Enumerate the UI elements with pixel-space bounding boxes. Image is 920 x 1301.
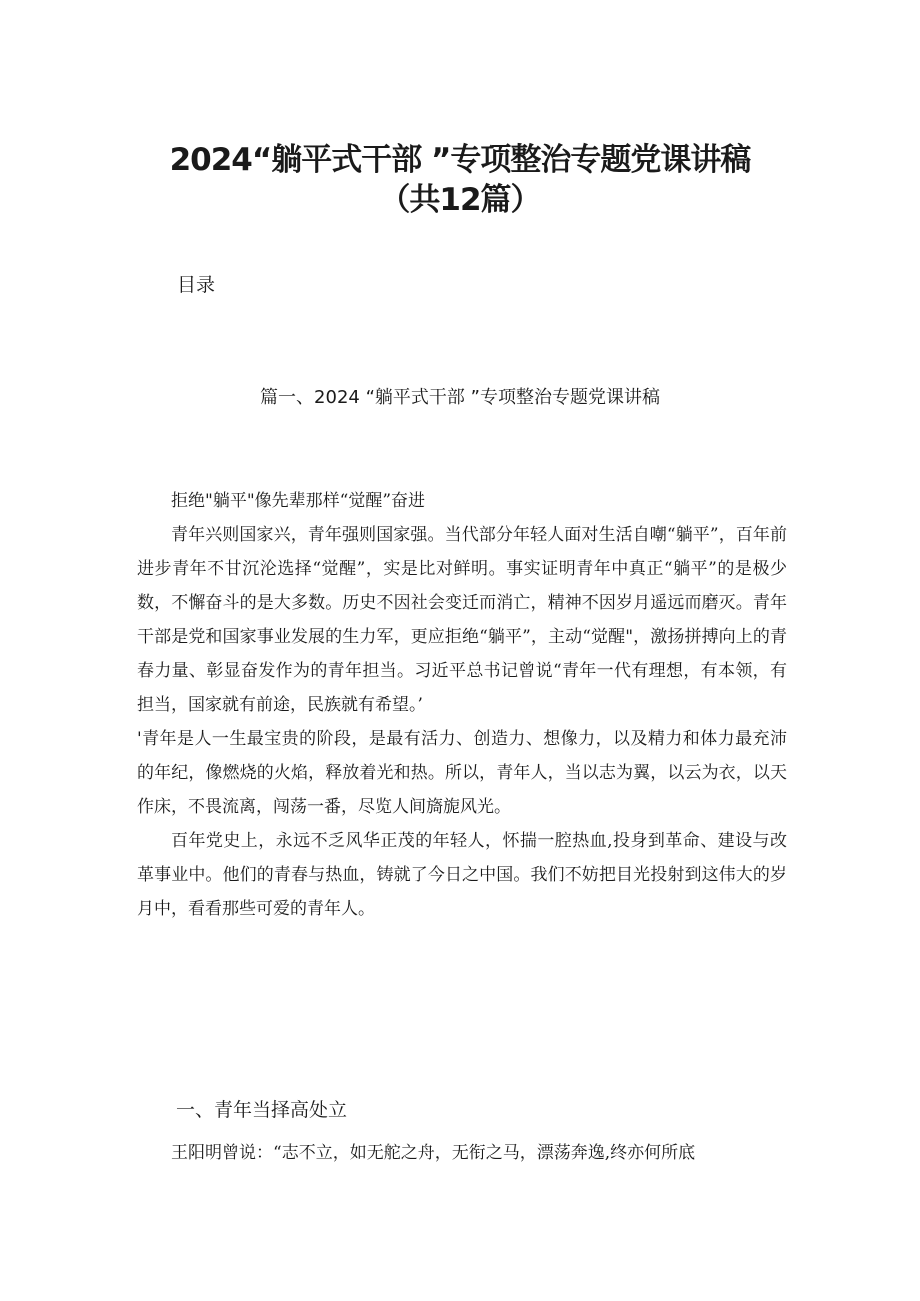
- paragraph-1: 青年兴则国家兴，青年强则国家强。当代部分年轻人面对生活自嘲“躺平”，百年前进步青年不甘沉沦选择“觉醒”，实是比对鲜明。事实证明青年中真正“躺平”的是极少数，不懈奋斗的是大多数。历史不因社会变迁而消亡，精神不因岁月遥远而磨灭。青年干部是党和国家事业发展的生力军，更应拒绝“躺平”，主动“觉醒"，激扬拼搏向上的青春力量、彰显奋发作为的青年担当。习近平总书记曾说“青年一代有理想，有本领，有担当，国家就有前途，民族就有希望。’: [137, 525, 787, 715]
- toc-label: 目录: [177, 274, 216, 296]
- section-title: 篇一、2024 “躺平式干部 ”专项整治专题党课讲稿: [260, 387, 660, 408]
- paragraph-last: 王阳明曾说：“志不立，如无舵之舟，无衔之马，漂荡奔逸,终亦何所底: [171, 1143, 696, 1163]
- section-heading-1: 一、青年当择高处立: [176, 1099, 348, 1121]
- paragraph-subtitle: 拒绝"躺平"像先辈那样“觉醒”奋进: [171, 491, 426, 511]
- paragraph-2: '青年是人一生最宝贵的阶段，是最有活力、创造力、想像力，以及精力和体力最充沛的年纪，像燃烧的火焰，释放着光和热。所以，青年人，当以志为翼，以云为衣，以天作床，不畏流离，闯荡一番，尽览人间旖旎风光。: [137, 729, 787, 817]
- body-block-1: [137, 484, 787, 926]
- paragraph-3: 百年党史上，永远不乏风华正茂的年轻人，怀揣一腔热血,投身到革命、建设与改革事业中。他们的青春与热血，铸就了今日之中国。我们不妨把目光投射到这伟大的岁月中，看看那些可爱的青年人。: [137, 831, 787, 919]
- document-title-line-2: （共12篇）: [379, 182, 541, 218]
- body-block-2: [137, 1136, 787, 1170]
- document-title-line-1: 2024“躺平式干部 ”专项整治专题党课讲稿: [169, 142, 751, 178]
